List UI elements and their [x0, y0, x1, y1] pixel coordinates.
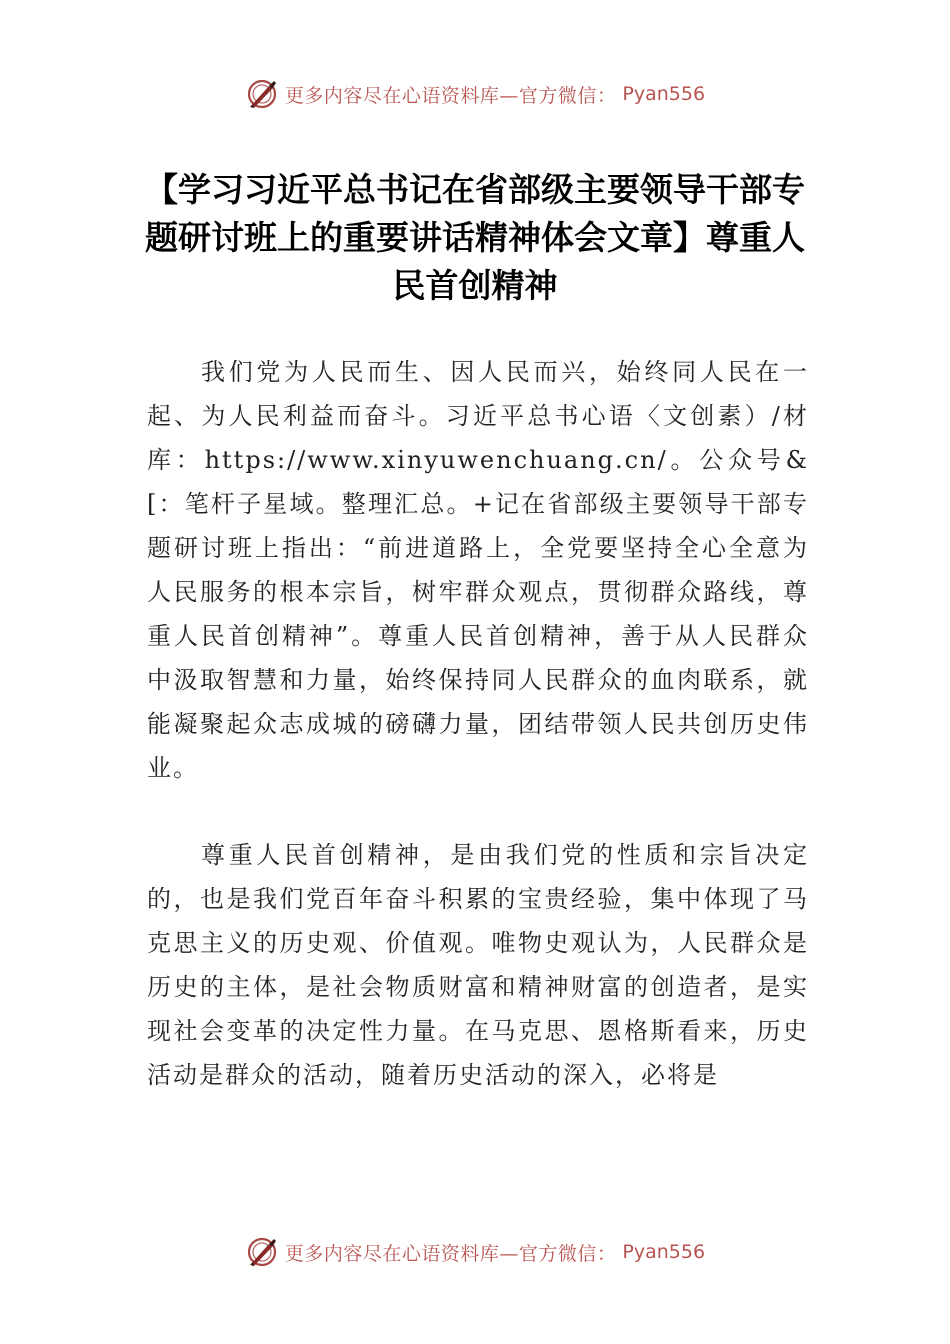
paragraph-1: 我们党为人民而生、因人民而兴，始终同人民在一起、为人民利益而奋斗。习近平总书心语〈文创素）/材库：https://www.xinyuwenchuang.cn/。公众号&[：笔杆子星域。整理汇总。+记在省部级主要领导干部专题研讨班上指出：“前进道路上，全党要坚持全心全意为人民服务的根本宗旨，树牢群众观点，贯彻群众路线，尊重人民首创精神”。尊重人民首创精神，善于从人民群众中汲取智慧和力量，始终保持同人民群众的血肉联系，就能凝聚起众志成城的磅礴力量，团结带领人民共创历史伟业。 [147, 358, 809, 782]
document-body [147, 350, 809, 1097]
banner-text: 更多内容尽在心语资料库—官方微信： [284, 84, 617, 107]
footer-banner [0, 1232, 950, 1272]
wechat-id: Pyan556 [622, 83, 706, 105]
pen-logo-icon [245, 77, 279, 111]
paragraph-2: 尊重人民首创精神，是由我们党的性质和宗旨决定的，也是我们党百年奋斗积累的宝贵经验，集中体现了马克思主义的历史观、价值观。唯物史观认为，人民群众是历史的主体，是社会物质财富和精神财富的创造者，是实现社会变革的决定性力量。在马克思、恩格斯看来，历史活动是群众的活动，随着历史活动的深入，必将是 [147, 841, 809, 1089]
pen-logo-icon [245, 1235, 279, 1269]
banner-text: 更多内容尽在心语资料库—官方微信： [284, 1242, 617, 1265]
wechat-id: Pyan556 [622, 1241, 706, 1263]
header-banner [0, 74, 950, 114]
document-title: 【学习习近平总书记在省部级主要领导干部专题研讨班上的重要讲话精神体会文章】尊重人民首创精神 [145, 170, 805, 305]
